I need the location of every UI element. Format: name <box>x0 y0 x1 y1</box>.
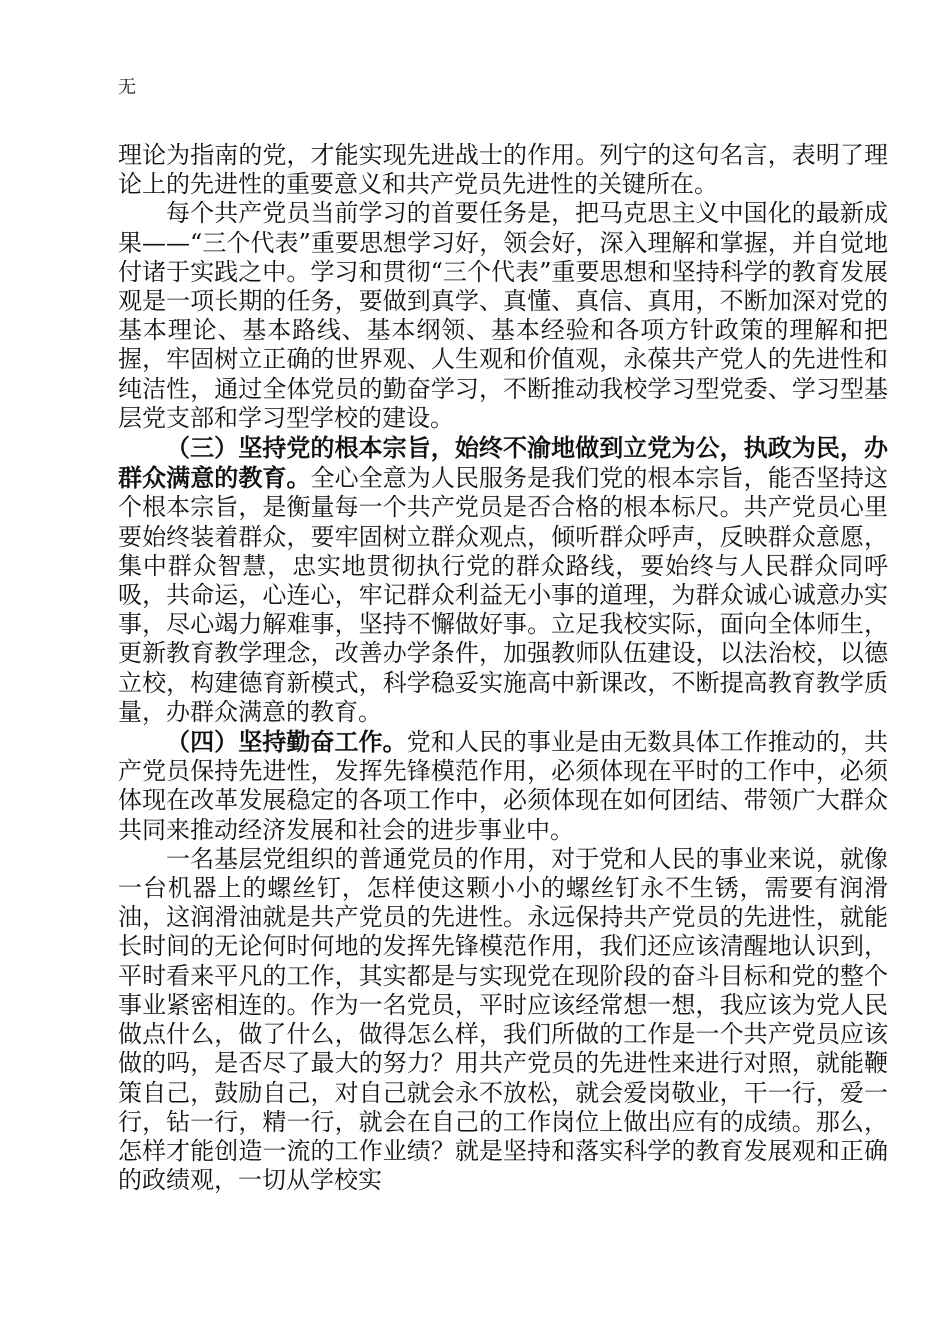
paragraph-1: 理论为指南的党，才能实现先进战士的作用。列宁的这句名言，表明了理论上的先进性的重要意义和共产党员先进性的关键所在。 <box>118 141 888 199</box>
paragraph-2: 每个共产党员当前学习的首要任务是，把马克思主义中国化的最新成果——“三个代表”重要思想学习好，领会好，深入理解和掌握，并自觉地付诸于实践之中。学习和贯彻“三个代表”重要思想和坚持科学的教育发展观是一项长期的任务，要做到真学、真懂、真信、真用，不断加深对党的基本理论、基本路线、基本纲领、基本经验和各项方针政策的理解和把握，牢固树立正确的世界观、人生观和价值观，永葆共产党人的先进性和纯洁性，通过全体党员的勤奋学习，不断推动我校学习型党委、学习型基层党支部和学习型学校的建设。 <box>118 199 888 432</box>
paragraph-5: 一名基层党组织的普通党员的作用，对于党和人民的事业来说，就像一台机器上的螺丝钉，怎样使这颗小小的螺丝钉永不生锈，需要有润滑油，这润滑油就是共产党员的先进性。永远保持共产党员的先进性，就能长时间的无论何时何地的发挥先锋模范作用，我们还应该清醒地认识到，平时看来平凡的工作，其实都是与实现党在现阶段的奋斗目标和党的整个事业紧密相连的。作为一名党员，平时应该经常想一想，我应该为党人民做点什么，做了什么，做得怎么样，我们所做的工作是一个共产党员应该做的吗，是否尽了最大的努力？用共产党员的先进性来进行对照，就能鞭策自己，鼓励自己，对自己就会永不放松，就会爱岗敬业，干一行，爱一行，钻一行，精一行，就会在自己的工作岗位上做出应有的成绩。那么，怎样才能创造一流的工作业绩？就是坚持和落实科学的教育发展观和正确的政绩观，一切从学校实 <box>118 844 888 1195</box>
section-heading-4: （四）坚持勤奋工作。 <box>166 727 407 757</box>
paragraph-3-text: 全心全意为人民服务是我们党的根本宗旨，能否坚持这个根本宗旨，是衡量每一个共产党员是否合格的根本标尺。共产党员心里要始终装着群众，要牢固树立群众观点，倾听群众呼声，反映群众意愿，集中群众智慧，忠实地贯彻执行党的群众路线，要始终与人民群众同呼吸，共命运，心连心，牢记群众利益无小事的道理，为群众诚心诚意办实事，尽心竭力解难事，坚持不懈做好事。立足我校实际，面向全体师生，更新教育教学理念，改善办学条件，加强教师队伍建设，以法治校，以德立校，构建德育新模式，科学稳妥实施高中新课改，不断提高教育教学质量，办群众满意的教育。 <box>118 464 888 726</box>
section-heading-3: （三）坚持党的根本宗旨，始终不渝地做到立党为公，执政为民，办群众满意的教育。 <box>118 433 888 493</box>
paragraph-4 <box>118 727 888 845</box>
paragraph-3 <box>118 433 888 727</box>
document-body <box>118 141 888 1195</box>
page-header: 无 <box>118 77 136 98</box>
paragraph-4-text: 党和人民的事业是由无数具体工作推动的，共产党员保持先进性，发挥先锋模范作用，必须体现在平时的工作中，必须体现在改革发展稳定的各项工作中，必须体现在如何团结、带领广大群众共同来推动经济发展和社会的进步事业中。 <box>118 728 889 844</box>
